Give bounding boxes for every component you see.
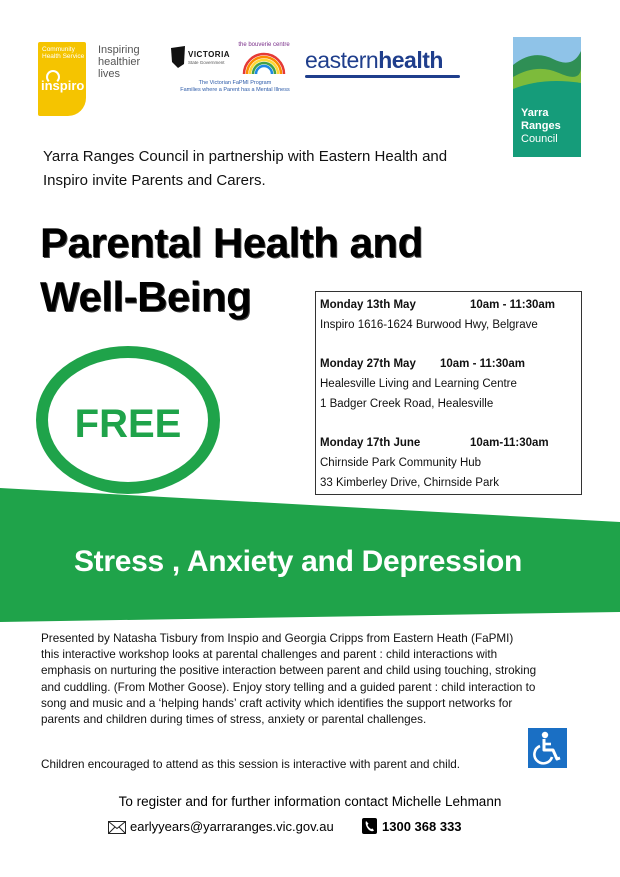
- session-venue: Chirnside Park Community Hub: [320, 457, 482, 469]
- inspiro-logo: [38, 42, 86, 116]
- session-item: [320, 354, 581, 414]
- hills-icon: [513, 37, 581, 99]
- headline: Stress , Anxiety and Depression: [73, 545, 523, 578]
- inspiro-small-text: Community Health Service: [42, 46, 85, 60]
- yarra-ranges-logo: [513, 37, 581, 157]
- session-header: [320, 354, 581, 374]
- envelope-icon: [108, 821, 126, 834]
- session-time: 10am - 11:30am: [440, 358, 526, 370]
- eastern-health-bold: health: [378, 47, 443, 73]
- yarra-ranges-wordmark: [521, 107, 561, 146]
- session-item: [320, 433, 581, 493]
- body-line-6: parents and children during times of stress, anxiety or parental challenges.: [41, 713, 427, 727]
- body-line-2: this interactive workshop looks at parental challenges and parent : child interactions with: [41, 648, 498, 662]
- fapmi-line-2: Families where a Parent has a Mental Illness: [180, 86, 290, 93]
- yarra-line-3: Council: [521, 133, 558, 145]
- fapmi-caption: [165, 80, 305, 93]
- session-time: 10am - 11:30am: [470, 299, 556, 311]
- body-line-4: and cuddling. (From Mother Goose). Enjoy story telling and a guided parent : child interaction to: [41, 680, 536, 694]
- contact-row: [108, 818, 528, 838]
- title-line-1: Parental Health and: [40, 219, 423, 266]
- intro-line-2: Inspiro invite Parents and Carers.: [43, 172, 266, 189]
- session-address: 33 Kimberley Drive, Chirnside Park: [320, 477, 499, 489]
- yarra-line-1: Yarra: [521, 107, 549, 119]
- fapmi-line-1: The Victorian FaPMI Program: [198, 80, 272, 86]
- inspiro-wordmark: inspiro: [41, 78, 85, 93]
- session-venue: Inspiro 1616-1624 Burwood Hwy, Belgrave: [320, 319, 538, 331]
- session-item: [320, 295, 581, 335]
- body-line-5: song and music and a ‘helping hands’ craft activity which identifies the support networks for: [41, 696, 513, 710]
- inspiro-tagline: Inspiring healthier lives: [98, 44, 141, 80]
- free-badge: [36, 346, 220, 494]
- body-line-1: Presented by Natasha Tisbury from Inspio and Georgia Cripps from Eastern Heath (FaPMI): [41, 632, 514, 645]
- description-paragraph: [41, 631, 581, 728]
- title-line-2: Well-Being: [40, 273, 252, 320]
- eastern-health-logo: [305, 47, 443, 74]
- children-note: Children encouraged to attend as this session is interactive with parent and child.: [41, 758, 461, 771]
- rainbow-icon: [236, 50, 292, 76]
- wheelchair-access-icon: [528, 728, 567, 768]
- session-header: [320, 295, 581, 315]
- bouverie-wordmark: the bouverie centre: [238, 42, 290, 48]
- victoria-sub: State Government: [188, 60, 225, 65]
- session-address: 1 Badger Creek Road, Healesville: [320, 398, 494, 410]
- body-line-3: emphasis on nurturing the positive interaction between parent and child using touching, stroking: [41, 664, 537, 678]
- intro-line-1: Yarra Ranges Council in partnership with Eastern Health and: [43, 148, 448, 165]
- victoria-wordmark: VICTORIA: [188, 50, 231, 59]
- session-date: Monday 27th May: [320, 358, 416, 370]
- email-link[interactable]: earlyyears@yarraranges.vic.gov.au: [130, 819, 334, 834]
- session-schedule: [315, 291, 582, 495]
- session-header: [320, 433, 581, 453]
- session-time: 10am-11:30am: [470, 437, 549, 449]
- phone-icon: [362, 818, 377, 834]
- bouverie-logo: [236, 42, 292, 76]
- intro-paragraph: [43, 145, 493, 193]
- victoria-logo: [170, 44, 231, 70]
- session-date: Monday 13th May: [320, 299, 416, 311]
- eastern-health-light: eastern: [305, 47, 379, 73]
- register-line: To register and for further information contact Michelle Lehmann: [118, 794, 502, 809]
- session-date: Monday 17th June: [320, 437, 421, 449]
- session-venue: Healesville Living and Learning Centre: [320, 378, 517, 390]
- victoria-map-icon: [170, 44, 186, 70]
- eastern-health-underline: [305, 75, 460, 78]
- free-label: FREE: [74, 402, 182, 446]
- yarra-line-2: Ranges: [521, 120, 561, 132]
- phone-number[interactable]: 1300 368 333: [382, 819, 462, 834]
